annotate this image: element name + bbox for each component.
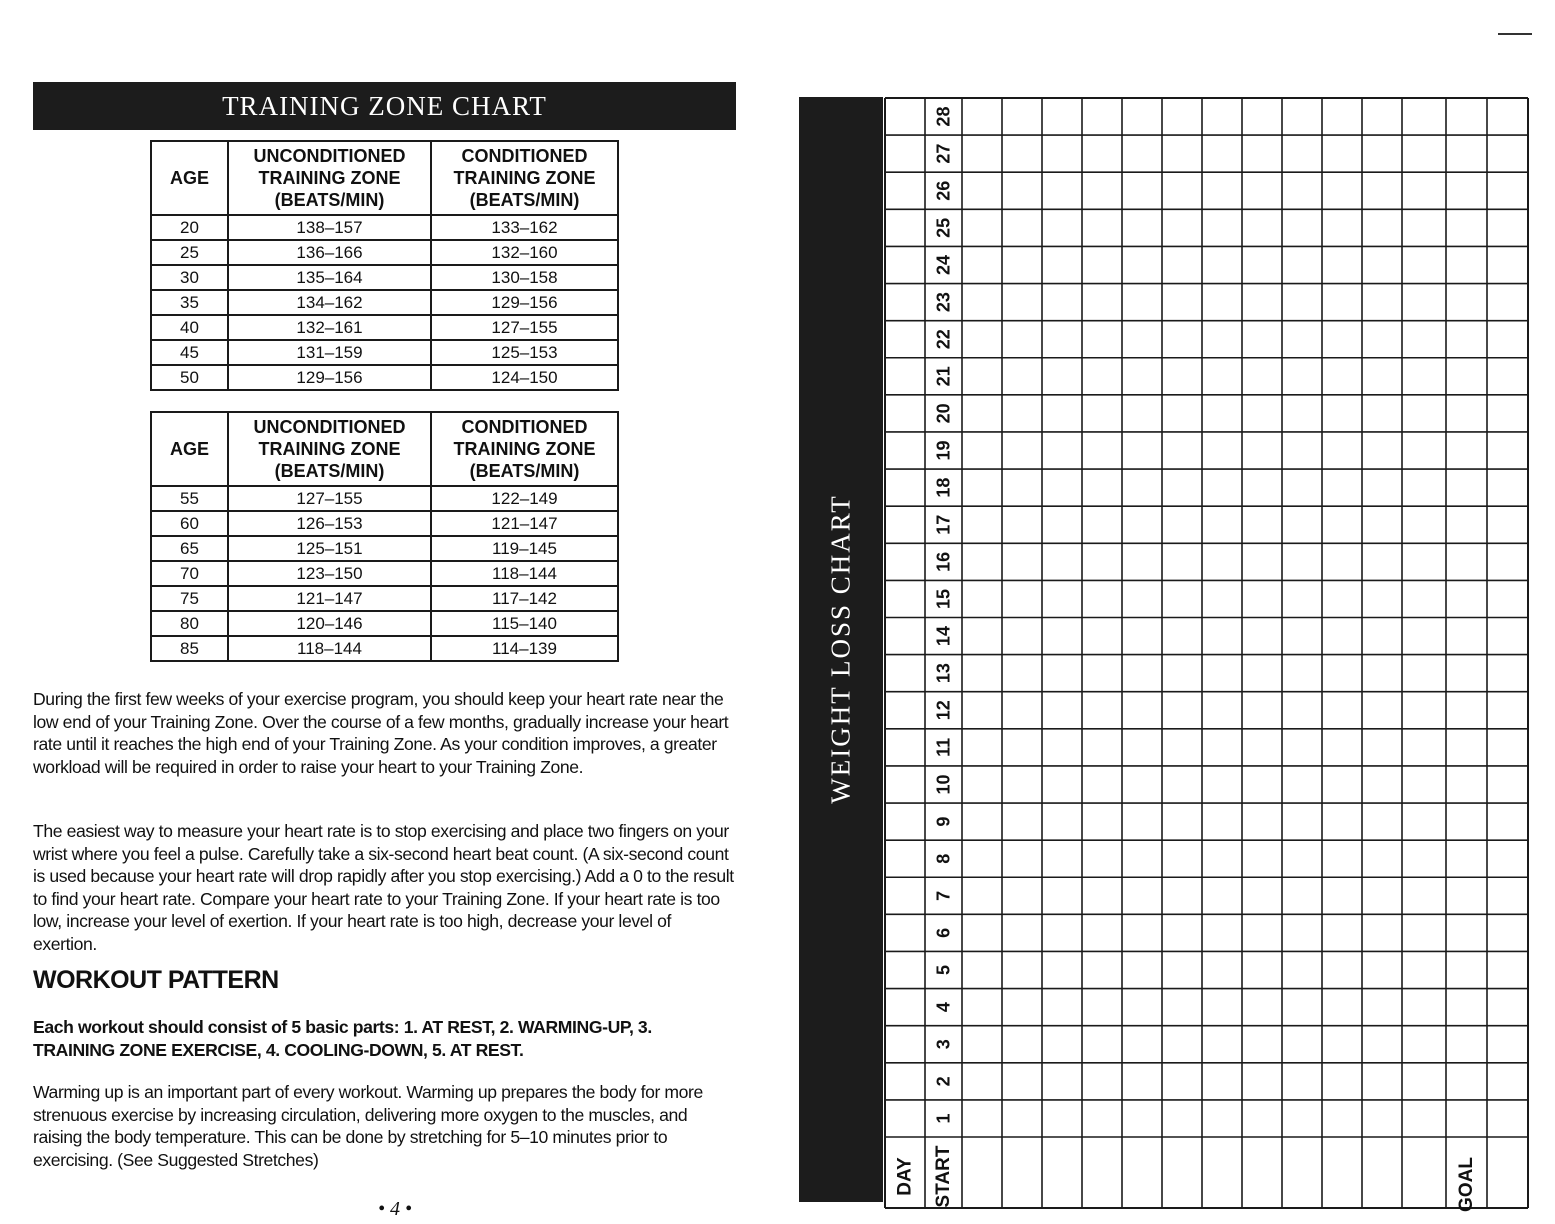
conditioned-cell: 115–140 xyxy=(431,611,618,636)
goal-label: GOAL xyxy=(1456,1157,1477,1212)
unconditioned-header-line1: UNCONDITIONED xyxy=(253,146,406,166)
age-cell: 35 xyxy=(151,290,228,315)
conditioned-header-line1: CONDITIONED xyxy=(461,146,588,166)
conditioned-cell: 118–144 xyxy=(431,561,618,586)
day-number-label: 27 xyxy=(933,143,954,164)
age-cell: 60 xyxy=(151,511,228,536)
warming-up-paragraph: Warming up is an important part of every workout. Warming up prepares the body for more strenuous exercise by increasing circulation, delivering more oxygen to the muscles, and raising the body temperature. This can be done by stretching for 5–10 minutes prior to exercising. (See Suggested Stretches) xyxy=(33,1082,703,1170)
unconditioned-header-line3: (BEATS/MIN) xyxy=(274,190,385,210)
day-number-label: 21 xyxy=(933,366,954,387)
unconditioned-cell: 136–166 xyxy=(228,240,431,265)
day-number-label: 20 xyxy=(933,403,954,424)
unconditioned-cell: 131–159 xyxy=(228,340,431,365)
day-number-label: 7 xyxy=(933,890,954,901)
conditioned-cell: 127–155 xyxy=(431,315,618,340)
day-number-label: 15 xyxy=(933,588,954,609)
age-cell: 65 xyxy=(151,536,228,561)
day-number-label: 11 xyxy=(933,737,954,757)
start-label: START xyxy=(933,1145,954,1208)
unconditioned-cell: 118–144 xyxy=(228,636,431,661)
unconditioned-cell: 132–161 xyxy=(228,315,431,340)
measure-heart-rate-paragraph: The easiest way to measure your heart rate is to stop exercising and place two fingers on your wrist where you feel a pulse. Carefully take a six-second heart beat count. (A six-second count is used because your heart rate will drop rapidly after you stop exercising.) Add a 0 to the result to find your heart rate. Compare your heart rate to your Training Zone. If your heart rate is too low, increase your level of exertion. If your heart rate is too high, decrease your level of exertion. xyxy=(33,821,734,954)
day-number-label: 16 xyxy=(933,551,954,572)
conditioned-cell: 117–142 xyxy=(431,586,618,611)
age-cell: 55 xyxy=(151,486,228,511)
conditioned-cell: 125–153 xyxy=(431,340,618,365)
grid-labels xyxy=(895,107,1478,1212)
day-number-label: 10 xyxy=(933,774,954,795)
age-cell: 50 xyxy=(151,365,228,390)
unconditioned-cell: 121–147 xyxy=(228,586,431,611)
age-cell: 45 xyxy=(151,340,228,365)
conditioned-header-line1: CONDITIONED xyxy=(461,417,588,437)
day-number-label: 13 xyxy=(933,663,954,684)
day-number-label: 17 xyxy=(933,514,954,535)
day-number-label: 18 xyxy=(933,477,954,498)
day-label: DAY xyxy=(894,1157,916,1196)
unconditioned-cell: 134–162 xyxy=(228,290,431,315)
unconditioned-cell: 129–156 xyxy=(228,365,431,390)
unconditioned-cell: 126–153 xyxy=(228,511,431,536)
conditioned-cell: 114–139 xyxy=(431,636,618,661)
age-cell: 85 xyxy=(151,636,228,661)
conditioned-header-line2: TRAINING ZONE xyxy=(453,439,596,459)
day-number-label: 1 xyxy=(933,1113,954,1124)
day-number-label: 9 xyxy=(933,816,954,827)
unconditioned-header-line3: (BEATS/MIN) xyxy=(274,461,385,481)
conditioned-cell: 121–147 xyxy=(431,511,618,536)
conditioned-header-line2: TRAINING ZONE xyxy=(453,168,596,188)
day-number-label: 6 xyxy=(933,927,954,938)
grid-lines xyxy=(885,98,1528,1208)
day-number-label: 12 xyxy=(933,700,954,721)
conditioned-cell: 133–162 xyxy=(431,215,618,240)
age-cell: 40 xyxy=(151,315,228,340)
age-cell: 20 xyxy=(151,215,228,240)
heart-rate-paragraph: During the first few weeks of your exercise program, you should keep your heart rate near the low end of your Training Zone. Over the course of a few months, gradually increase your heart rate until it reaches the high end of your Training Zone. As your condition improves, a greater workload will be required in order to raise your heart to your Training Zone. xyxy=(33,689,729,777)
unconditioned-header-line2: TRAINING ZONE xyxy=(258,439,401,459)
conditioned-header-line3: (BEATS/MIN) xyxy=(469,190,580,210)
weight-loss-title: WEIGHT LOSS CHART xyxy=(825,494,856,804)
day-number-label: 19 xyxy=(933,440,954,461)
conditioned-cell: 119–145 xyxy=(431,536,618,561)
unconditioned-cell: 127–155 xyxy=(228,486,431,511)
day-number-label: 14 xyxy=(933,626,954,647)
day-number-label: 8 xyxy=(933,853,954,864)
conditioned-header-line3: (BEATS/MIN) xyxy=(469,461,580,481)
day-number-label: 2 xyxy=(933,1076,954,1087)
conditioned-cell: 124–150 xyxy=(431,365,618,390)
conditioned-cell: 132–160 xyxy=(431,240,618,265)
age-cell: 25 xyxy=(151,240,228,265)
unconditioned-cell: 135–164 xyxy=(228,265,431,290)
day-number-label: 25 xyxy=(933,217,954,238)
unconditioned-cell: 123–150 xyxy=(228,561,431,586)
age-cell: 80 xyxy=(151,611,228,636)
page-number: • 4 • xyxy=(377,1198,412,1220)
age-header: AGE xyxy=(151,412,228,486)
day-number-label: 23 xyxy=(933,292,954,313)
day-number-label: 24 xyxy=(933,254,954,275)
day-number-label: 22 xyxy=(933,329,954,350)
conditioned-cell: 122–149 xyxy=(431,486,618,511)
unconditioned-cell: 138–157 xyxy=(228,215,431,240)
age-cell: 30 xyxy=(151,265,228,290)
age-header: AGE xyxy=(151,141,228,215)
day-number-label: 4 xyxy=(933,1002,954,1013)
workout-pattern-heading: WORKOUT PATTERN xyxy=(33,966,279,994)
day-number-label: 5 xyxy=(933,965,954,976)
unconditioned-header-line1: UNCONDITIONED xyxy=(253,417,406,437)
day-number-label: 3 xyxy=(933,1039,954,1050)
unconditioned-cell: 120–146 xyxy=(228,611,431,636)
workout-parts-paragraph: Each workout should consist of 5 basic parts: 1. AT REST, 2. WARMING-UP, 3. TRAINING ZONE EXERCISE, 4. COOLING-DOWN, 5. AT REST. xyxy=(33,1017,652,1060)
day-number-label: 28 xyxy=(933,106,954,127)
conditioned-cell: 130–158 xyxy=(431,265,618,290)
unconditioned-header-line2: TRAINING ZONE xyxy=(258,168,401,188)
age-cell: 75 xyxy=(151,586,228,611)
age-cell: 70 xyxy=(151,561,228,586)
unconditioned-cell: 125–151 xyxy=(228,536,431,561)
training-zone-title: TRAINING ZONE CHART xyxy=(33,82,736,130)
conditioned-cell: 129–156 xyxy=(431,290,618,315)
day-number-label: 26 xyxy=(933,180,954,201)
